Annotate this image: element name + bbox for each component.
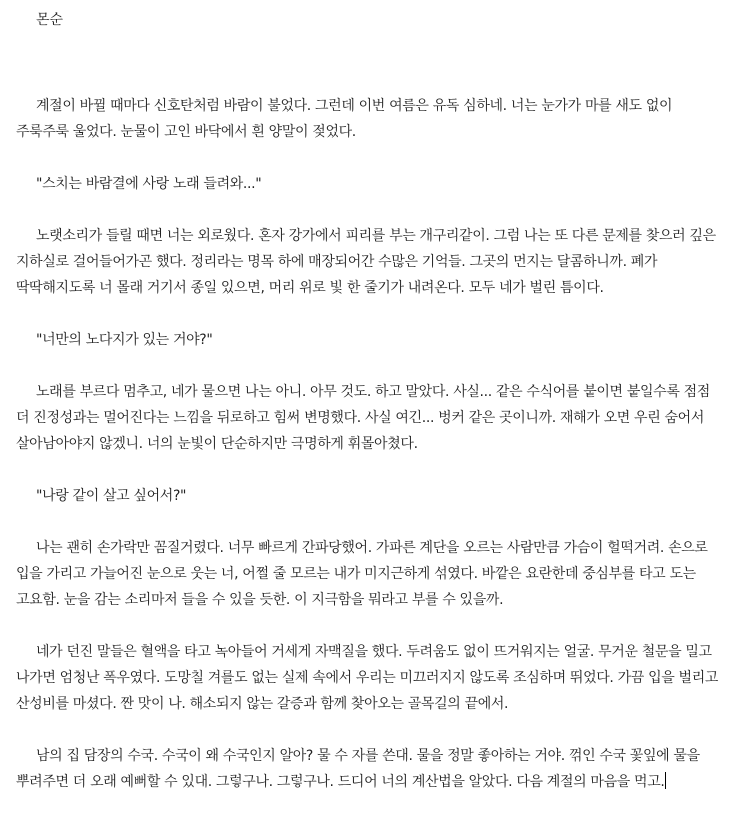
paragraph: "스치는 바람결에 사랑 노래 들려와..."	[36, 176, 262, 192]
blank-line	[16, 197, 724, 223]
paragraph-text: 남의 집 담장의 수국. 수국이 왜 수국인지 알아? 물 수 자를 쓴대. 물을 정말 좋아하는 거야. 꺾인 수국 꽃잎에 물을 뿌려주면 더 오래 예뻐할 수 있대. 그렇구나. 그렇구나. 드디어 너의 계산법을 알았다. 다음 계절의 마음을 먹고.	[16, 748, 700, 790]
document-body[interactable]	[16, 8, 724, 795]
paragraph-last	[16, 743, 724, 795]
blank-line	[16, 145, 724, 171]
paragraph: 계절이 바뀔 때마다 신호탄처럼 바람이 불었다. 그런데 이번 여름은 유독 심하네. 너는 눈가가 마를 새도 없이 주룩주룩 울었다. 눈물이 고인 바닥에서 흰 양말이 젖었다.	[16, 98, 673, 140]
blank-line	[16, 457, 724, 483]
blank-line	[16, 509, 724, 535]
blank-line	[16, 301, 724, 327]
blank-line	[16, 30, 724, 93]
text-cursor	[665, 772, 666, 789]
blank-line	[16, 717, 724, 743]
paragraph: 노랫소리가 들릴 때면 너는 외로웠다. 혼자 강가에서 피리를 부는 개구리같이. 그럼 나는 또 다른 문제를 찾으러 깊은 지하실로 걸어들어가곤 했다. 정리라는 명목 하에 매장되어간 수많은 기억들. 그곳의 먼지는 달콤하니까. 폐가 딱딱해지도록 너 몰래 거기서 종일 있으면, 머리 위로 빛 한 줄기가 내려온다. 모두 네가 벌린 틈이다.	[16, 228, 716, 296]
paragraph: "너만의 노다지가 있는 거야?"	[36, 332, 213, 348]
paragraph: 네가 던진 말들은 혈액을 타고 녹아들어 거세게 자맥질을 했다. 두려움도 없이 뜨거워지는 얼굴. 무거운 철문을 밀고 나가면 엄청난 폭우였다. 도망칠 겨를도 없는 실제 속에서 우리는 미끄러지지 않도록 조심하며 뛰었다. 가끔 입을 벌리고 산성비를 마셨다. 짠 맛이 나. 해소되지 않는 갈증과 함께 찾아오는 골목길의 끝에서.	[16, 644, 719, 712]
blank-line	[16, 613, 724, 639]
paragraph: "나랑 같이 살고 싶어서?"	[36, 488, 187, 504]
paragraph: 나는 괜히 손가락만 꼼질거렸다. 너무 빠르게 간파당했어. 가파른 계단을 오르는 사람만큼 가슴이 헐떡거려. 손으로 입을 가리고 가늘어진 눈으로 웃는 너, 어쩔 줄 모르는 내가 미지근하게 섞였다. 바깥은 요란한데 중심부를 타고 도는 고요함. 눈을 감는 소리마저 들을 수 있을 듯한. 이 지극함을 뭐라고 부를 수 있을까.	[16, 540, 708, 608]
blank-line	[16, 353, 724, 379]
document-title: 몬순	[36, 12, 64, 28]
paragraph: 노래를 부르다 멈추고, 네가 물으면 나는 아니. 아무 것도. 하고 말았다. 사실... 같은 수식어를 붙이면 붙일수록 점점 더 진정성과는 멀어진다는 느낌을 뒤로하고 힘써 변명했다. 사실 여긴... 벙커 같은 곳이니까. 재해가 오면 우린 숨어서 살아남아야지 않겠니. 너의 눈빛이 단순하지만 극명하게 휘몰아쳤다.	[16, 384, 710, 452]
